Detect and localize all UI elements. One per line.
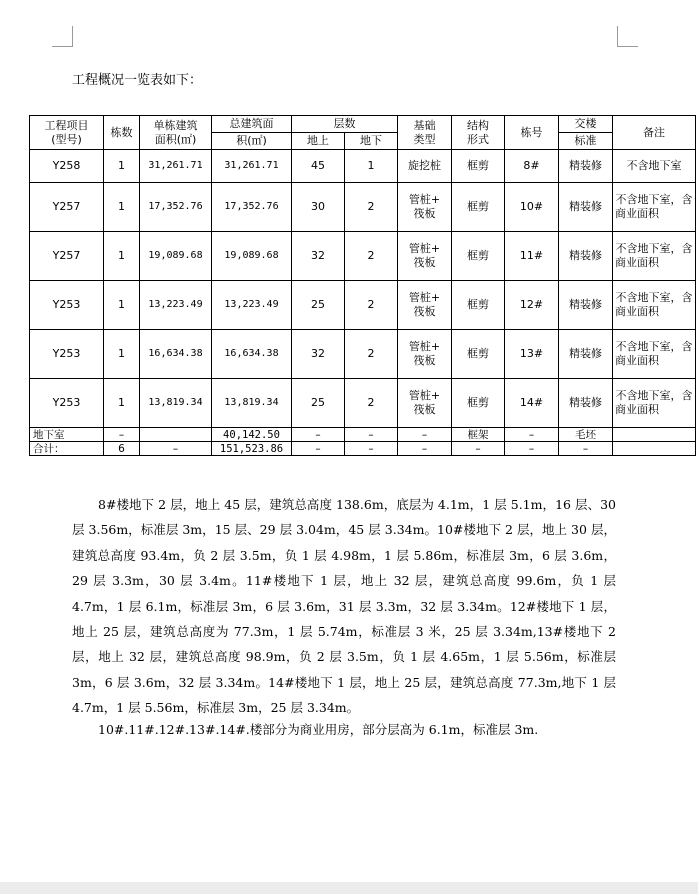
- cell-delivery: 精装修: [559, 183, 613, 232]
- cell-building-no: –: [505, 442, 559, 456]
- cell-project: 地下室: [30, 428, 104, 442]
- cell-building-no: 13#: [505, 330, 559, 379]
- commercial-note-text: 10#.11#.12#.13#.14#.楼部分为商业用房，部分层高为 6.1m，标准层 3m.: [98, 722, 539, 737]
- cell-delivery: –: [559, 442, 613, 456]
- cell-structure: 框剪: [452, 183, 505, 232]
- commercial-note-paragraph: [72, 717, 616, 742]
- cell-floors-above: 25: [292, 379, 345, 428]
- cell-count: 1: [104, 281, 140, 330]
- cell-project: Y253: [30, 330, 104, 379]
- cell-single-area: 13,819.34: [140, 379, 212, 428]
- header-count: 栋数: [104, 116, 140, 150]
- cell-building-no: 8#: [505, 150, 559, 183]
- cell-single-area: 17,352.76: [140, 183, 212, 232]
- cell-foundation: 管桩+ 筏板: [398, 330, 452, 379]
- cell-delivery: 毛坯: [559, 428, 613, 442]
- cell-remarks: 不含地下室，含商业面积: [613, 281, 696, 330]
- cell-single-area: [140, 428, 212, 442]
- header-floors-above: 地上: [292, 133, 345, 150]
- cell-floors-below: 2: [345, 330, 398, 379]
- header-structure: 结构 形式: [452, 116, 505, 150]
- cell-total-area: 19,089.68: [212, 232, 292, 281]
- cell-count: 1: [104, 379, 140, 428]
- cell-remarks: 不含地下室，含商业面积: [613, 183, 696, 232]
- cell-remarks: 不含地下室，含商业面积: [613, 379, 696, 428]
- page-bottom-edge: [0, 882, 698, 894]
- cell-remarks: [613, 442, 696, 456]
- table-row: [30, 232, 696, 281]
- cell-foundation: 管桩+ 筏板: [398, 281, 452, 330]
- crop-mark-top-left: [52, 26, 73, 47]
- cell-single-area: 16,634.38: [140, 330, 212, 379]
- cell-floors-above: 30: [292, 183, 345, 232]
- cell-foundation: 管桩+ 筏板: [398, 232, 452, 281]
- cell-building-no: 10#: [505, 183, 559, 232]
- cell-single-area: 31,261.71: [140, 150, 212, 183]
- crop-mark-top-right: [617, 26, 638, 47]
- cell-floors-below: –: [345, 428, 398, 442]
- cell-structure: 框剪: [452, 330, 505, 379]
- cell-total-area: 31,261.71: [212, 150, 292, 183]
- cell-project: Y258: [30, 150, 104, 183]
- building-heights-text: 8#楼地下 2 层，地上 45 层，建筑总高度 138.6m，底层为 4.1m，1 层 5.1m，16 层、30 层 3.56m，标准层 3m，15 层、29 层 3.04m，45 层 3.34m。10#楼地下 2 层，地上 30 层，建筑总高度 93.4m，负 2 层 3.5m，负 1 层 4.98m，1 层 5.86m，标准层 3m，6 层 3.6m，29 层 3.3m，30 层 3.4m。11#楼地下 1 层，地上 32 层，建筑总高度 99.6m，负 1 层 4.7m，1 层 6.1m，标准层 3m，6 层 3.6m，31 层 3.3m，32 层 3.34m。12#楼地下 1 层，地上 25 层，建筑总高度为 77.3m，1 层 5.74m，标准层 3 米，25 层 3.34m,13#楼地下 2 层，地上 32 层，建筑总高度 98.9m，负 2 层 3.5m，负 1 层 4.65m，1 层 5.56m，标准层 3m，6 层 3.6m，32 层 3.34m。14#楼地下 1 层，地上 25 层，建筑总高度 77.3m,地下 1 层 4.7m，1 层 5.56m，标准层 3m，25 层 3.34m。: [72, 497, 616, 716]
- header-delivery-line2: 标准: [559, 133, 613, 150]
- cell-foundation: 旋挖桩: [398, 150, 452, 183]
- header-floors-below: 地下: [345, 133, 398, 150]
- cell-total-area: 13,223.49: [212, 281, 292, 330]
- cell-remarks: [613, 428, 696, 442]
- table-row: [30, 281, 696, 330]
- cell-count: 1: [104, 183, 140, 232]
- cell-building-no: –: [505, 428, 559, 442]
- cell-building-no: 12#: [505, 281, 559, 330]
- cell-foundation: 管桩+ 筏板: [398, 379, 452, 428]
- cell-total-area: 17,352.76: [212, 183, 292, 232]
- cell-single-area: 13,223.49: [140, 281, 212, 330]
- cell-floors-below: –: [345, 442, 398, 456]
- cell-project: Y257: [30, 232, 104, 281]
- cell-floors-below: 2: [345, 232, 398, 281]
- cell-structure: 框剪: [452, 379, 505, 428]
- cell-floors-below: 2: [345, 281, 398, 330]
- cell-floors-above: 32: [292, 330, 345, 379]
- project-summary-table: [29, 115, 696, 456]
- cell-count: 1: [104, 150, 140, 183]
- cell-foundation: 管桩+ 筏板: [398, 183, 452, 232]
- cell-single-area: –: [140, 442, 212, 456]
- table-heading: 工程概况一览表如下：: [72, 73, 203, 88]
- cell-count: 6: [104, 442, 140, 456]
- header-project: 工程项目 (型号): [30, 116, 104, 150]
- cell-project: Y253: [30, 281, 104, 330]
- header-delivery-line1: 交楼: [559, 116, 613, 133]
- cell-floors-below: 1: [345, 150, 398, 183]
- cell-foundation: –: [398, 428, 452, 442]
- cell-floors-above: 32: [292, 232, 345, 281]
- cell-delivery: 精装修: [559, 232, 613, 281]
- basement-row: [30, 428, 696, 442]
- cell-count: 1: [104, 232, 140, 281]
- header-remarks: 备注: [613, 116, 696, 150]
- cell-count: 1: [104, 330, 140, 379]
- cell-floors-below: 2: [345, 183, 398, 232]
- cell-structure: 框剪: [452, 232, 505, 281]
- cell-structure: 框剪: [452, 281, 505, 330]
- cell-total-area: 40,142.50: [212, 428, 292, 442]
- total-row: [30, 442, 696, 456]
- cell-total-area: 16,634.38: [212, 330, 292, 379]
- cell-remarks: 不含地下室，含商业面积: [613, 330, 696, 379]
- header-floors: 层数: [292, 116, 398, 133]
- header-foundation: 基础 类型: [398, 116, 452, 150]
- building-heights-paragraph: [72, 492, 616, 721]
- cell-floors-above: –: [292, 442, 345, 456]
- cell-floors-above: 45: [292, 150, 345, 183]
- table-row: [30, 330, 696, 379]
- cell-remarks: 不含地下室，含商业面积: [613, 232, 696, 281]
- table-row: [30, 379, 696, 428]
- cell-delivery: 精装修: [559, 330, 613, 379]
- cell-floors-above: –: [292, 428, 345, 442]
- cell-building-no: 14#: [505, 379, 559, 428]
- cell-foundation: –: [398, 442, 452, 456]
- header-row-1: [30, 116, 696, 133]
- table-row: [30, 183, 696, 232]
- cell-project: Y253: [30, 379, 104, 428]
- cell-floors-below: 2: [345, 379, 398, 428]
- cell-project: 合计：: [30, 442, 104, 456]
- cell-structure: –: [452, 442, 505, 456]
- header-total-area-line2: 积(㎡): [212, 133, 292, 150]
- cell-building-no: 11#: [505, 232, 559, 281]
- header-total-area-line1: 总建筑面: [212, 116, 292, 133]
- cell-structure: 框剪: [452, 150, 505, 183]
- header-single-area: 单栋建筑 面积(㎡): [140, 116, 212, 150]
- cell-remarks: 不含地下室: [613, 150, 696, 183]
- cell-project: Y257: [30, 183, 104, 232]
- cell-single-area: 19,089.68: [140, 232, 212, 281]
- cell-count: –: [104, 428, 140, 442]
- cell-structure: 框架: [452, 428, 505, 442]
- table-row: [30, 150, 696, 183]
- cell-delivery: 精装修: [559, 281, 613, 330]
- cell-floors-above: 25: [292, 281, 345, 330]
- header-building-no: 栋号: [505, 116, 559, 150]
- cell-total-area: 13,819.34: [212, 379, 292, 428]
- cell-delivery: 精装修: [559, 150, 613, 183]
- cell-delivery: 精装修: [559, 379, 613, 428]
- cell-total-area: 151,523.86: [212, 442, 292, 456]
